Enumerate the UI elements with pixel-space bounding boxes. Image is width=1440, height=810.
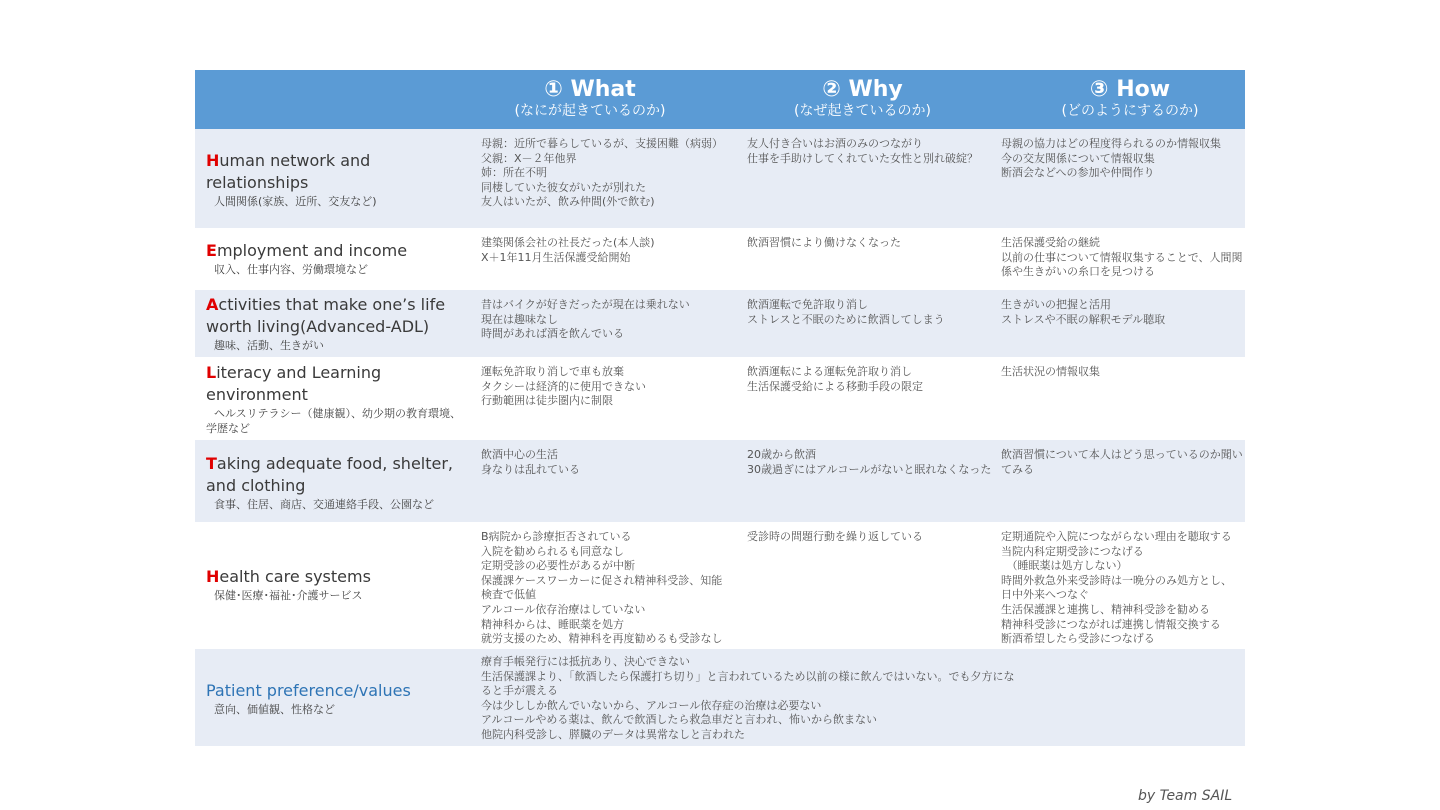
cell-line: 生活保護課より、「飲酒したら保護打ち切り」と言われているため以前の様に飲んではいない。でも夕方にな bbox=[481, 669, 1015, 683]
row-title bbox=[206, 240, 471, 262]
why-cell bbox=[747, 137, 997, 166]
what-cell bbox=[481, 530, 743, 647]
cell-line: ストレスと不眠のために飲酒してしまう bbox=[747, 312, 945, 326]
what-cell bbox=[481, 298, 743, 342]
cell-line: 生活状況の情報収集 bbox=[1001, 365, 1100, 378]
table-row bbox=[195, 228, 1245, 290]
row-title-text: aking adequate food, shelter, bbox=[216, 454, 454, 473]
row-initial: A bbox=[206, 295, 219, 314]
cell-line: 係や生きがいの糸口を見つける bbox=[1001, 265, 1155, 279]
cell-line: 建築関係会社の社長だった(本人談) bbox=[481, 236, 655, 249]
why-cell bbox=[747, 365, 997, 394]
what-cell bbox=[481, 365, 743, 409]
header-how bbox=[1010, 77, 1250, 120]
row-title bbox=[206, 150, 471, 172]
row-initial: E bbox=[206, 241, 217, 260]
header-why bbox=[750, 77, 975, 120]
cell-line: 飲酒運転で免許取り消し bbox=[747, 298, 868, 311]
how-cell bbox=[1001, 236, 1243, 280]
what-cell bbox=[481, 137, 743, 210]
cell-line: 定期通院や入院につながらない理由を聴取する bbox=[1001, 530, 1232, 543]
cell-line: 友人はいたが、飲み仲間(外で飲む) bbox=[481, 195, 655, 209]
cell-line: X＋1年11月生活保護受給開始 bbox=[481, 250, 631, 264]
cell-line: 20歳から飲酒 bbox=[747, 448, 816, 461]
cell-line: 受診時の問題行動を繰り返している bbox=[747, 530, 923, 543]
cell-line: てみる bbox=[1001, 462, 1034, 476]
row-subtitle-line2: 学歴など bbox=[206, 422, 250, 435]
cell-line: 保護課ケースワーカーに促され精神科受診、知能 bbox=[481, 573, 723, 587]
row-title-text: ctivities that make one’s life bbox=[218, 295, 446, 314]
row-initial: T bbox=[206, 454, 217, 473]
row-subtitle: 人間関係(家族、近所、交友など) bbox=[214, 195, 377, 208]
cell-line: 日中外来へつなぐ bbox=[1001, 588, 1089, 602]
row-title bbox=[206, 566, 471, 588]
cell-line: 今は少ししか飲んでいないから、アルコール依存症の治療は必要ない bbox=[481, 698, 822, 712]
row-title bbox=[206, 294, 471, 316]
cell-line: 時間があれば酒を飲んでいる bbox=[481, 327, 624, 341]
cell-line: 他院内科受診し、膵臓のデータは異常なしと言われた bbox=[481, 727, 745, 741]
cell-line: 生活保護受給による移動手段の限定 bbox=[747, 379, 923, 393]
row-subtitle: 保健･医療･福祉･介護サービス bbox=[214, 589, 363, 602]
what-cell bbox=[481, 655, 1015, 743]
cell-line: 友人付き合いはお酒のみのつながり bbox=[747, 137, 923, 150]
row-title-line2: environment bbox=[206, 385, 308, 404]
row-subtitle: 食事、住居、商店、交通連絡手段、公園など bbox=[214, 498, 434, 511]
hearts-table bbox=[195, 70, 1245, 746]
why-cell bbox=[747, 530, 997, 545]
cell-line: 定期受診の必要性があるが中断 bbox=[481, 559, 635, 573]
row-subtitle: ヘルスリテラシー（健康観）、幼少期の教育環境、 bbox=[214, 407, 461, 420]
why-cell bbox=[747, 448, 997, 477]
cell-line: 検査で低値 bbox=[481, 588, 536, 602]
cell-line: 姉：所在不明 bbox=[481, 166, 547, 180]
row-subtitle: 収入、仕事内容、労働環境など bbox=[214, 263, 368, 276]
cell-line: 生活保護受給の継続 bbox=[1001, 236, 1100, 249]
row-title-text: uman network and bbox=[219, 151, 371, 170]
cell-line: 就労支援のため、精神科を再度勧めるも受診なし bbox=[481, 632, 723, 646]
cell-line: 仕事を手助けしてくれていた女性と別れ破綻？ bbox=[747, 151, 978, 165]
table-row bbox=[195, 522, 1245, 649]
header-what-subtitle: (なにが起きているのか) bbox=[514, 103, 666, 119]
how-cell bbox=[1001, 298, 1239, 327]
cell-line: 運転免許取り消しで車も放棄 bbox=[481, 365, 624, 378]
why-cell bbox=[747, 298, 997, 327]
row-subtitle: 意向、価値観、性格など bbox=[214, 703, 335, 716]
header-what bbox=[485, 77, 695, 120]
row-label bbox=[206, 150, 471, 209]
cell-line: 入院を勧められるも同意なし bbox=[481, 544, 624, 558]
table-row bbox=[195, 440, 1245, 522]
row-subtitle: 趣味、活動、生きがい bbox=[214, 339, 324, 352]
cell-line: ストレスや不眠の解釈モデル聴取 bbox=[1001, 312, 1166, 326]
row-title: Patient preference/values bbox=[206, 681, 411, 700]
cell-line: 父親：X－２年他界 bbox=[481, 151, 577, 165]
row-title bbox=[206, 453, 471, 475]
cell-line: 断酒希望したら受診につなげる bbox=[1001, 632, 1155, 646]
row-label bbox=[206, 362, 471, 436]
how-cell bbox=[1001, 448, 1243, 477]
row-label bbox=[206, 566, 471, 603]
what-cell bbox=[481, 236, 743, 265]
cell-line: 飲酒運転による運転免許取り消し bbox=[747, 365, 912, 378]
cell-line: 精神科受診につながれば連携し情報交換する bbox=[1001, 617, 1221, 631]
table-row bbox=[195, 357, 1245, 440]
row-label bbox=[206, 680, 471, 717]
why-cell bbox=[747, 236, 997, 251]
cell-line: 同棲していた彼女がいたが別れた bbox=[481, 180, 646, 194]
cell-line: （睡眠薬は処方しない） bbox=[1001, 559, 1128, 573]
cell-line: 30歳過ぎにはアルコールがないと眠れなくなった bbox=[747, 462, 992, 476]
cell-line: 母親の協力はどの程度得られるのか情報収集 bbox=[1001, 137, 1221, 150]
what-cell bbox=[481, 448, 743, 477]
cell-line: 母親：近所で暮らしているが、支援困難（病弱） bbox=[481, 137, 723, 150]
header-why-subtitle: (なぜ起きているのか) bbox=[794, 103, 931, 119]
cell-line: 時間外救急外来受診時は一晩分のみ処方とし、 bbox=[1001, 573, 1232, 587]
cell-line: 療育手帳発行には抵抗あり、決心できない bbox=[481, 655, 690, 668]
row-initial: L bbox=[206, 363, 217, 382]
cell-line: 飲酒中心の生活 bbox=[481, 448, 558, 461]
row-title-line2: worth living(Advanced-ADL) bbox=[206, 317, 430, 336]
header-why-title: ② Why bbox=[822, 77, 903, 102]
cell-line: 以前の仕事について情報収集することで、人間関 bbox=[1001, 250, 1243, 264]
row-initial: H bbox=[206, 567, 220, 586]
row-title-line2: and clothing bbox=[206, 476, 306, 495]
row-label bbox=[206, 453, 471, 512]
row-initial: H bbox=[206, 151, 220, 170]
how-cell bbox=[1001, 137, 1239, 181]
how-cell bbox=[1001, 530, 1239, 647]
cell-line: アルコール依存治療はしていない bbox=[481, 602, 646, 616]
row-title-text: ealth care systems bbox=[219, 567, 371, 586]
how-cell bbox=[1001, 365, 1239, 380]
cell-line: 飲酒習慣により働けなくなった bbox=[747, 236, 901, 249]
table-header bbox=[195, 70, 1245, 129]
cell-line: 生活保護課と連携し、精神科受診を勧める bbox=[1001, 602, 1210, 616]
row-title-line2: relationships bbox=[206, 173, 309, 192]
header-what-title: ① What bbox=[544, 77, 636, 102]
row-title bbox=[206, 362, 471, 384]
cell-line: タクシーは経済的に使用できない bbox=[481, 379, 646, 393]
cell-line: 飲酒習慣について本人はどう思っているのか聞い bbox=[1001, 448, 1243, 461]
cell-line: 昔はバイクが好きだったが現在は乗れない bbox=[481, 298, 690, 311]
row-label bbox=[206, 294, 471, 353]
cell-line: 生きがいの把握と活用 bbox=[1001, 298, 1111, 311]
cell-line: 断酒会などへの参加や仲間作り bbox=[1001, 166, 1155, 180]
footer-credit: by Team SAIL bbox=[1138, 788, 1233, 804]
row-label bbox=[206, 240, 471, 277]
table-row bbox=[195, 290, 1245, 357]
cell-line: アルコールやめる薬は、飲んで飲酒したら救急車だと言われ、怖いから飲まない bbox=[481, 713, 877, 727]
row-title-text: mployment and income bbox=[216, 241, 408, 260]
cell-line: ると手が震える bbox=[481, 684, 558, 698]
header-how-title: ③ How bbox=[1089, 77, 1171, 102]
cell-line: 今の交友関係について情報収集 bbox=[1001, 151, 1155, 165]
row-title-text: iteracy and Learning bbox=[216, 363, 382, 382]
cell-line: B病院から診療拒否されている bbox=[481, 530, 632, 543]
cell-line: 当院内科定期受診につなげる bbox=[1001, 544, 1144, 558]
cell-line: 行動範囲は徒歩圏内に制限 bbox=[481, 394, 613, 408]
cell-line: 身なりは乱れている bbox=[481, 462, 580, 476]
cell-line: 精神科からは、睡眠薬を処方 bbox=[481, 617, 624, 631]
header-how-subtitle: (どのようにするのか) bbox=[1061, 103, 1199, 119]
cell-line: 現在は趣味なし bbox=[481, 312, 558, 326]
table-row bbox=[195, 649, 1245, 746]
table-row bbox=[195, 129, 1245, 228]
